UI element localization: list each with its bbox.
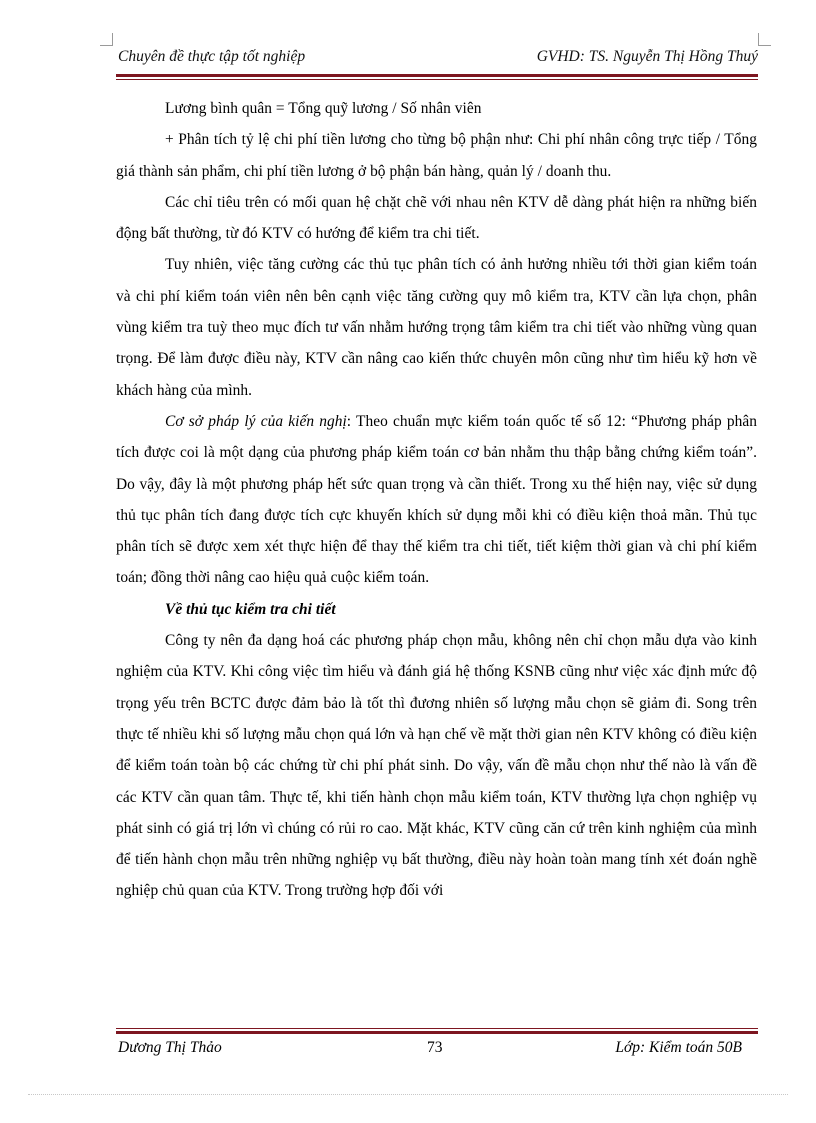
body-paragraph: Tuy nhiên, việc tăng cường các thủ tục phân tích có ảnh hưởng nhiều tới thời gian kiểm toán và chi phí kiểm toán viên nên bên cạnh việc tăng cường quy mô kiểm tra, KTV cần lựa chọn, phân vùng kiểm tra tuỳ theo mục đích tư vấn nhằm hướng trọng tâm kiểm tra chi tiết vào những vùng quan trọng. Để làm được điều này, KTV cần nâng cao kiến thức chuyên môn cũng như tìm hiểu kỹ hơn về khách hàng của mình. <box>116 256 757 399</box>
page-bottom-dotted-line <box>28 1094 788 1095</box>
crop-mark-top-left <box>100 33 113 46</box>
body-paragraph: Công ty nên đa dạng hoá các phương pháp chọn mẫu, không nên chỉ chọn mẫu dựa vào kinh nghiệm của KTV. Khi công việc tìm hiểu và đánh giá hệ thống KSNB cũng như việc xác định mức độ trọng yếu trên BCTC được đảm bảo là tốt thì đương nhiên số lượng mẫu chọn sẽ giảm đi. Song trên thực tế nhiều khi số lượng mẫu chọn quá lớn và hạn chế về mặt thời gian nên KTV không có điều kiện để kiểm toán toàn bộ các chứng từ chi phí phát sinh. Do vậy, vấn đề mẫu chọn như thế nào là vấn đề các KTV cần quan tâm. Thực tế, khi tiến hành chọn mẫu kiểm toán, KTV thường lựa chọn nghiệp vụ phát sinh có giá trị lớn vì chúng có rủi ro cao. Mặt khác, KTV cũng căn cứ trên kinh nghiệm của mình để tiến hành chọn mẫu trên những nghiệp vụ bất thường, điều này hoàn toàn mang tính xét đoán nghề nghiệp chủ quan của KTV. Trong trường hợp đối với <box>116 632 757 900</box>
header-rule-thick <box>116 74 758 77</box>
page-body <box>116 93 757 907</box>
footer-author: Dương Thị Thảo <box>118 1039 222 1056</box>
footer-rule-thick <box>116 1031 758 1034</box>
body-paragraph: Các chỉ tiêu trên có mối quan hệ chặt chẽ với nhau nên KTV dễ dàng phát hiện ra những biến động bất thường, từ đó KTV có hướng để kiểm tra chi tiết. <box>116 193 757 243</box>
page-footer <box>118 1039 758 1061</box>
footer-class: Lớp: Kiểm toán 50B <box>615 1039 742 1056</box>
page-number: 73 <box>427 1039 443 1056</box>
crop-mark-top-right <box>758 33 771 46</box>
section-heading: Về thủ tục kiểm tra chi tiết <box>165 600 336 618</box>
footer-rule-thin <box>116 1028 758 1029</box>
page-header <box>118 48 758 70</box>
legal-basis-paragraph <box>116 406 757 594</box>
legal-basis-label: Cơ sở pháp lý của kiến nghị <box>165 412 347 430</box>
body-paragraph: + Phân tích tỷ lệ chi phí tiền lương cho từng bộ phận như: Chi phí nhân công trực tiếp / Tổng giá thành sản phẩm, chi phí tiền lương ở bộ phận bán hàng, quản lý / doanh thu. <box>116 131 757 180</box>
header-document-title: Chuyên đề thực tập tốt nghiệp <box>118 48 306 65</box>
legal-basis-text: : Theo chuẩn mực kiểm toán quốc tế số 12: “Phương pháp phân tích được coi là một dạng của phương pháp kiểm toán cơ bản nhằm thu thập bằng chứng kiểm toán”. Do vậy, đây là một phương pháp hết sức quan trọng và cần thiết. Trong xu thế hiện nay, việc sử dụng thủ tục phân tích đang được tích cực khuyến khích sử dụng mỗi khi có điều kiện thoả mãn. Thủ tục phân tích sẽ được xem xét thực hiện để thay thế kiểm tra chi tiết, tiết kiệm thời gian và chi phí kiểm toán; đồng thời nâng cao hiệu quả cuộc kiểm toán. <box>116 412 757 587</box>
header-supervisor: GVHD: TS. Nguyễn Thị Hồng Thuý <box>536 48 758 65</box>
formula-paragraph: Lương bình quân = Tổng quỹ lương / Số nhân viên <box>165 100 482 117</box>
header-rule-thin <box>116 79 758 80</box>
